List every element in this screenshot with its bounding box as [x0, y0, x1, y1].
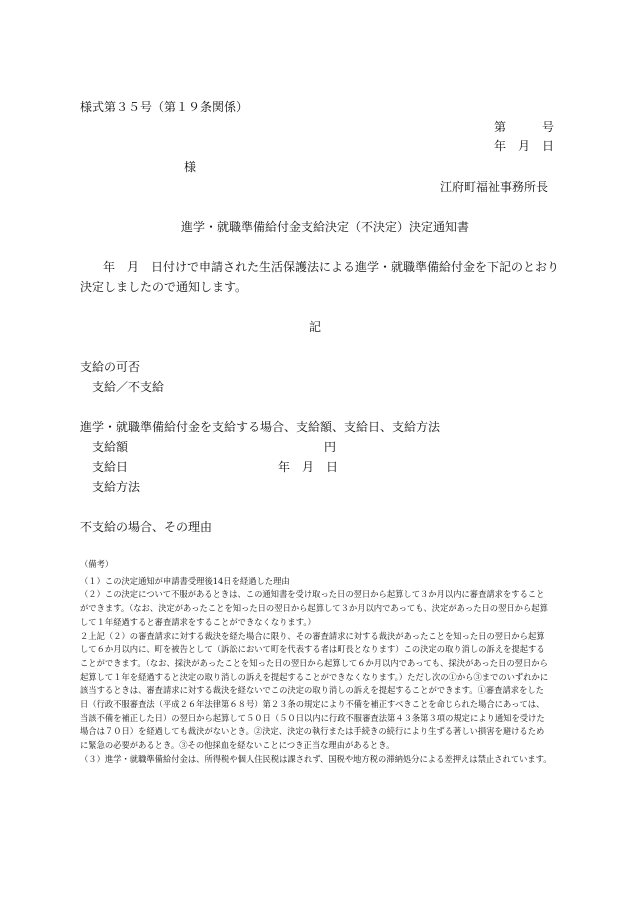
remarks-header: （備考）: [80, 559, 114, 569]
payment-date-value: 年 月 日: [278, 460, 339, 474]
payment-method-label: 支給方法: [92, 480, 141, 494]
amount-unit: 円: [324, 440, 337, 454]
payment-date-label: 支給日: [92, 460, 129, 474]
form-number: 様式第３５号（第１９条関係）: [80, 100, 249, 114]
issue-date: 年 月 日: [494, 139, 555, 153]
recipient-honorific: 様: [184, 160, 197, 174]
remarks-section: [80, 558, 552, 767]
issuer-name: 江府町福祉事務所長: [440, 180, 549, 194]
non-payment-reason-heading: 不支給の場合、その理由: [80, 520, 213, 534]
amount-label: 支給額: [92, 440, 129, 454]
document-number: 第 号: [494, 120, 555, 134]
intro-line-2: 決定しましたので通知します。: [80, 280, 248, 294]
ki-marker: 記: [309, 320, 322, 334]
payment-eligibility-heading: 支給の可否: [80, 360, 141, 374]
payment-eligibility-value: 支給／不支給: [92, 380, 165, 394]
remark-item: （２）この決定について不服があるときは、この通知書を受け取った日の翌日から起算して３か月以内に審査請求をすることができます。（なお、決定があったことを知った日の翌日から起算して３か月以内であっても、決定があった日の翌日から起算して１年経過すると審査請求をすることができなくなります。）: [80, 589, 548, 627]
document-title: 進学・就職準備給付金支給決定（不決定）決定通知書: [181, 220, 470, 234]
remark-item: （３）進学・就職準備給付金は、所得税や個人住民税は課されず、国税や地方税の滞納処分による差押えは禁止されています。: [80, 753, 552, 764]
remark-item: ２上記（２）の審査請求に対する裁決を経た場合に限り、その審査請求に対する裁決があったことを知った日の翌日から起算して６か月以内に、町を被告として（訴訟において町を代表する者は町長となります）この決定の取り消しの訴えを提起することができます。（なお、採決があったことを知った日の翌日から起算して６か月以内であっても、採決があった日の翌日から起算して１年を経過すると決定の取り消しの訴えを提起することができなくなります。）ただし次の①から③までのいずれかに該当するときは、審査請求に対する裁決を経ないでこの決定の取り消しの訴えを提起することができます。①審査請求をした日（行政不服審査法（平成２６年法律第６８号）第２３条の規定により不備を補正すべきことを命じられた場合にあっては、当該不備を補正した日）の翌日から起算して５０日（５０日以内に行政不服審査法第４３条第３項の規定により通知を受けた場合は７０日）を経過しても裁決がないとき。②決定、決定の執行または手続きの続行により生ずる著しい損害を避けるために緊急の必要があるとき。③その他採血を経ないことにつき正当な理由があるとき。: [80, 630, 549, 751]
payment-details-heading: 進学・就職準備給付金を支給する場合、支給額、支給日、支給方法: [80, 420, 441, 434]
intro-line-1: 年 月 日付けで申請された生活保護法による進学・就職準備給付金を下記のとおり: [103, 260, 560, 274]
remark-item: （１）この決定通知が申請書受理後14日を経過した理由: [80, 575, 290, 586]
